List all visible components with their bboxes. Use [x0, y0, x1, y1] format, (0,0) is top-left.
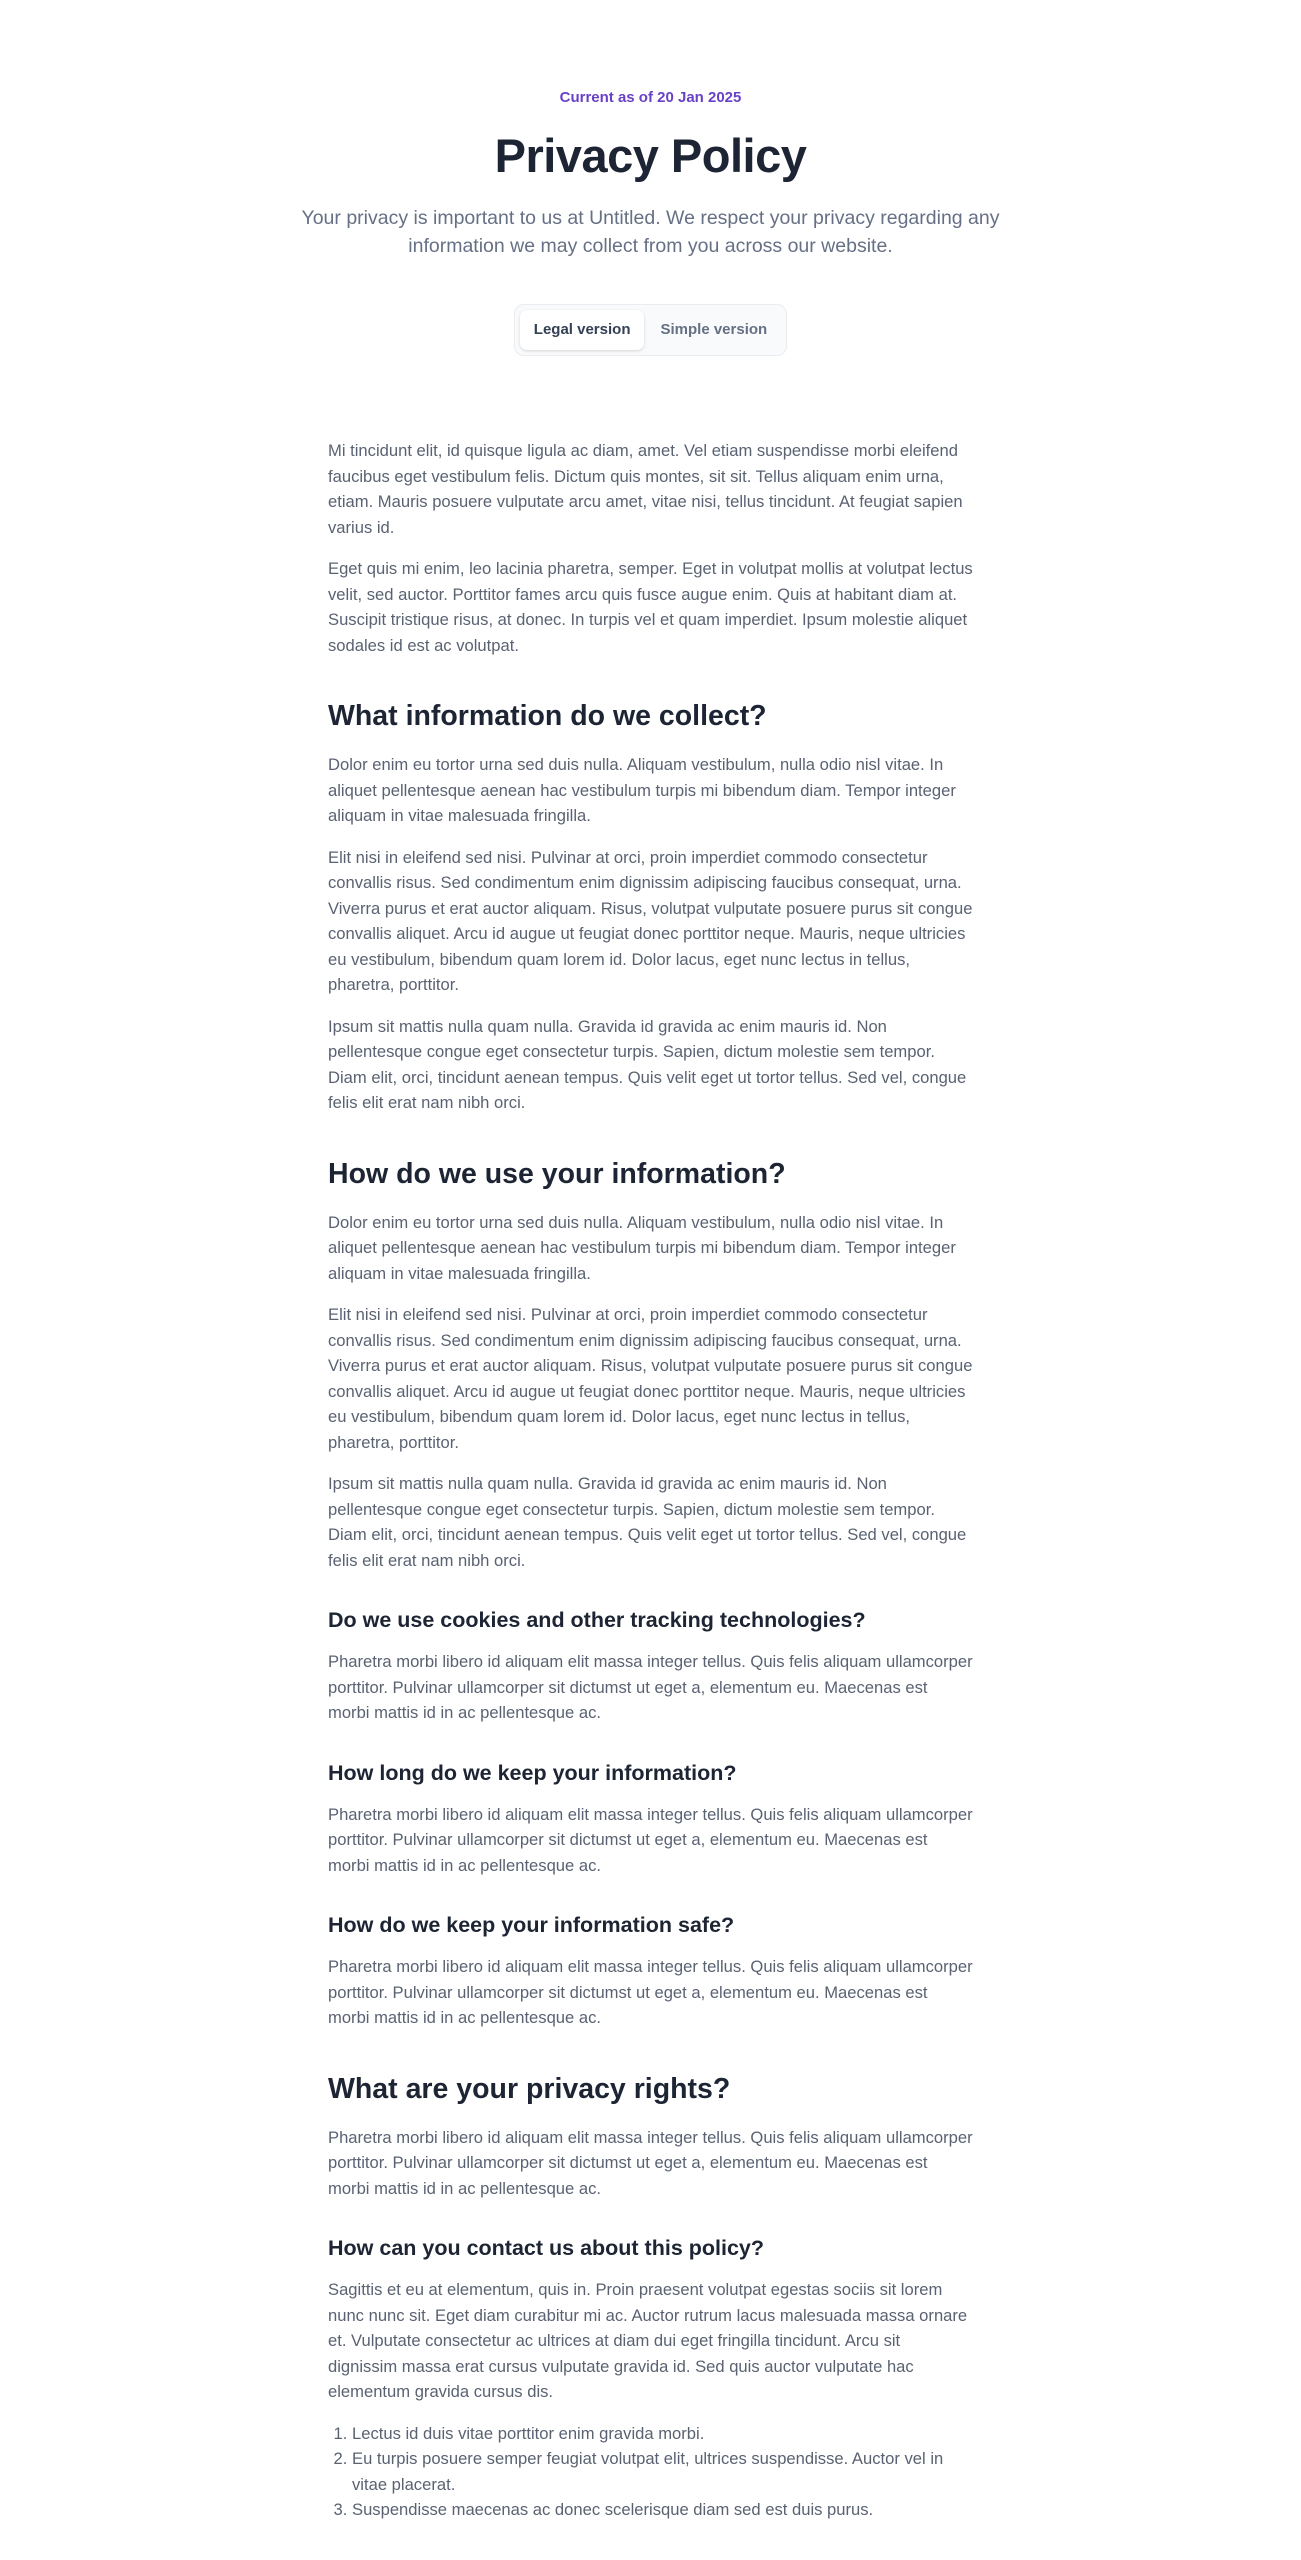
version-toggle-wrapper [0, 304, 1301, 356]
section-heading-collect: What information do we collect? [328, 700, 767, 732]
contact-list [328, 2421, 973, 2523]
list-item: 3. Suspendisse maecenas ac donec scelerisque diam sed est duis purus. [352, 2497, 973, 2523]
page-subtitle: Your privacy is important to us at Untitled. We respect your privacy regarding any information we may collect from you across our website. [301, 207, 1000, 257]
use-paragraph: Dolor enim eu tortor urna sed duis nulla. Aliquam vestibulum, nulla odio nisl vitae. In aliquet pellentesque aenean hac vestibulum turpis mi bibendum diam. Tempor integer aliquam in vitae malesuada fringilla. [328, 1212, 956, 1283]
cookies-paragraph: Pharetra morbi libero id aliquam elit massa integer tellus. Quis felis aliquam ullamcorper porttitor. Pulvinar ullamcorper sit dictumst ut eget a, elementum eu. Maecenas est morbi mattis id in ac pellentesque ac. [328, 1652, 973, 1722]
section-heading-cookies: Do we use cookies and other tracking technologies? [328, 1608, 866, 1632]
collect-paragraph: Dolor enim eu tortor urna sed duis nulla. Aliquam vestibulum, nulla odio nisl vitae. In aliquet pellentesque aenean hac vestibulum turpis mi bibendum diam. Tempor integer aliquam in vitae malesuada fringilla. [328, 755, 956, 825]
list-item: 2. Eu turpis posuere semper feugiat volutpat elit, ultrices suspendisse. Auctor vel in vitae placerat. [352, 2446, 973, 2497]
page-header [0, 0, 1301, 260]
section-heading-use: How do we use your information? [328, 1157, 786, 1190]
policy-content [328, 438, 973, 2523]
last-updated-label: Current as of 20 Jan 2025 [559, 89, 742, 106]
section-heading-keep: How long do we keep your information? [328, 1760, 737, 1785]
list-item: 1. Lectus id duis vitae porttitor enim gravida morbi. [352, 2421, 973, 2447]
section-heading-rights: What are your privacy rights? [328, 2072, 731, 2105]
version-toggle [514, 304, 787, 356]
page-title: Privacy Policy [494, 129, 807, 182]
contact-paragraph: Sagittis et eu at elementum, quis in. Proin praesent volutpat egestas sociis sit lorem nunc nunc sit. Eget diam curabitur mi ac. Auctor rutrum lacus malesuada massa ornare et. Vulputate consectetur ac ultrices at diam dui eget fringilla tincidunt. Arcu sit dignissim massa erat cursus vulputate gravida id. Sed quis auctor vulputate hac elementum gravida cursus dis. [328, 2280, 968, 2401]
collect-paragraph: Ipsum sit mattis nulla quam nulla. Gravida id gravida ac enim mauris id. Non pellentesque congue eget consectetur turpis. Sapien, dictum molestie sem tempor. Diam elit, orci, tincidunt aenean tempus. Quis velit eget ut tortor tellus. Sed vel, congue felis elit erat nam nibh orci. [328, 1016, 967, 1112]
simple-version-tab[interactable]: Simple version [646, 310, 781, 350]
intro-paragraph: Eget quis mi enim, leo lacinia pharetra, semper. Eget in volutpat mollis at volutpat lectus velit, sed auctor. Porttitor fames arcu quis fusce augue enim. Quis at habitant diam at. Suscipit tristique risus, at donec. In turpis vel et quam imperdiet. Ipsum molestie aliquet sodales id est ac volutpat. [328, 559, 973, 655]
safe-paragraph: Pharetra morbi libero id aliquam elit massa integer tellus. Quis felis aliquam ullamcorper porttitor. Pulvinar ullamcorper sit dictumst ut eget a, elementum eu. Maecenas est morbi mattis id in ac pellentesque ac. [328, 1957, 973, 2027]
rights-paragraph: Pharetra morbi libero id aliquam elit massa integer tellus. Quis felis aliquam ullamcorper porttitor. Pulvinar ullamcorper sit dictumst ut eget a, elementum eu. Maecenas est morbi mattis id in ac pellentesque ac. [328, 2127, 973, 2198]
section-heading-safe: How do we keep your information safe? [328, 1913, 735, 1937]
legal-version-tab[interactable]: Legal version [520, 310, 645, 350]
collect-paragraph: Elit nisi in eleifend sed nisi. Pulvinar at orci, proin imperdiet commodo consectetur convallis risus. Sed condimentum enim dignissim adipiscing faucibus consequat, urna. Viverra purus et erat auctor aliquam. Risus, volutpat vulputate posuere purus sit congue convallis aliquet. Arcu id augue ut feugiat donec porttitor neque. Mauris, neque ultricies eu vestibulum, bibendum quam lorem id. Dolor lacus, eget nunc lectus in tellus, pharetra, porttitor. [328, 847, 973, 994]
use-paragraph: Ipsum sit mattis nulla quam nulla. Gravida id gravida ac enim mauris id. Non pellentesque congue eget consectetur turpis. Sapien, dictum molestie sem tempor. Diam elit, orci, tincidunt aenean tempus. Quis velit eget ut tortor tellus. Sed vel, congue felis elit erat nam nibh orci. [328, 1474, 967, 1570]
keep-paragraph: Pharetra morbi libero id aliquam elit massa integer tellus. Quis felis aliquam ullamcorper porttitor. Pulvinar ullamcorper sit dictumst ut eget a, elementum eu. Maecenas est morbi mattis id in ac pellentesque ac. [328, 1804, 973, 1875]
use-paragraph: Elit nisi in eleifend sed nisi. Pulvinar at orci, proin imperdiet commodo consectetur convallis risus. Sed condimentum enim dignissim adipiscing faucibus consequat, urna. Viverra purus et erat auctor aliquam. Risus, volutpat vulputate posuere purus sit congue convallis aliquet. Arcu id augue ut feugiat donec porttitor neque. Mauris, neque ultricies eu vestibulum, bibendum quam lorem id. Dolor lacus, eget nunc lectus in tellus, pharetra, porttitor. [328, 1305, 973, 1452]
intro-paragraph: Mi tincidunt elit, id quisque ligula ac diam, amet. Vel etiam suspendisse morbi eleifend faucibus eget vestibulum felis. Dictum quis montes, sit sit. Tellus aliquam enim urna, etiam. Mauris posuere vulputate arcu amet, vitae nisi, tellus tincidunt. At feugiat sapien varius id. [328, 441, 963, 537]
section-heading-contact: How can you contact us about this policy? [328, 2236, 765, 2260]
